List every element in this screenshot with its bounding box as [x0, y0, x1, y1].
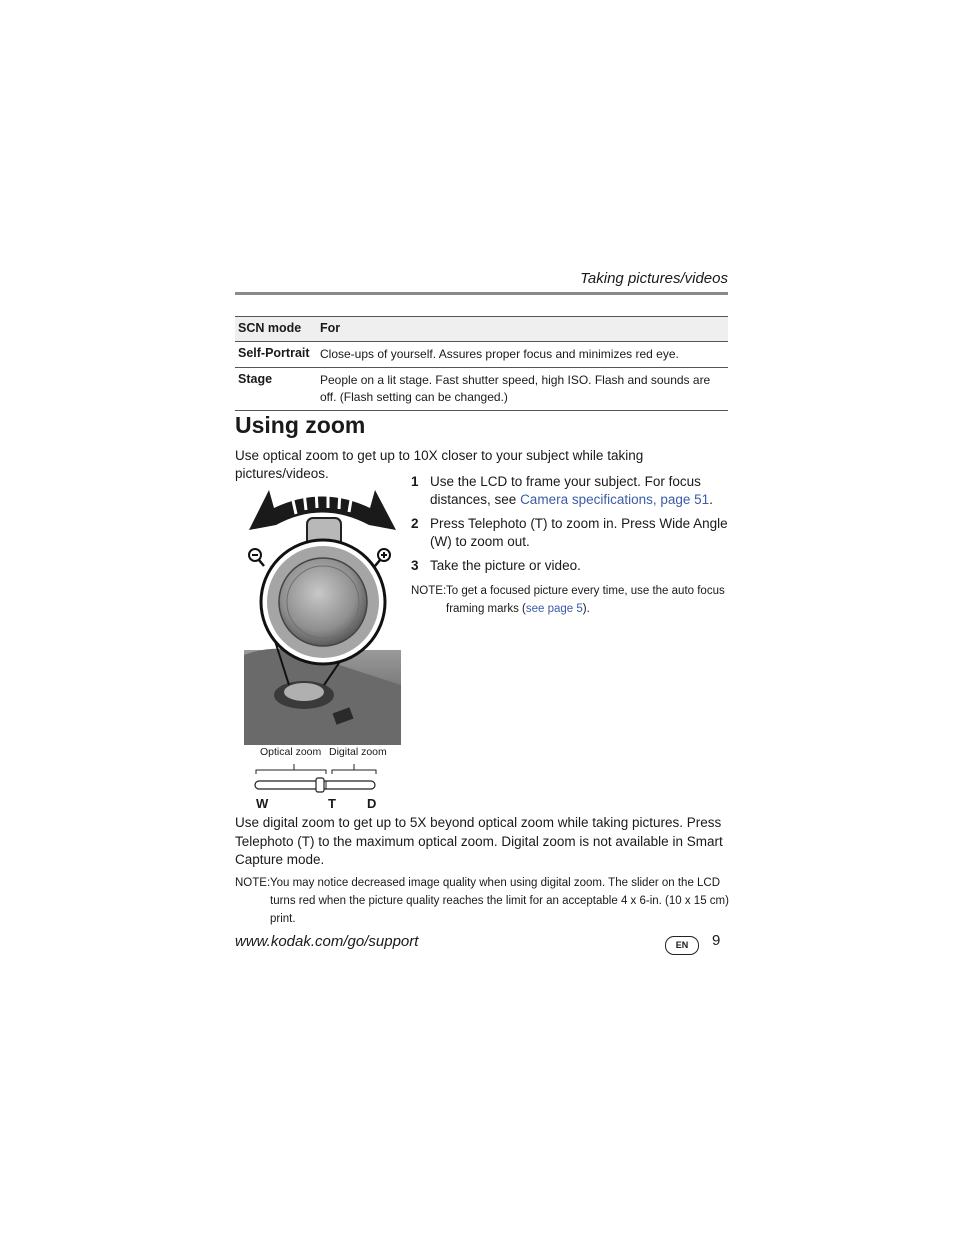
step-number: 2: [411, 516, 419, 531]
list-item: [411, 473, 731, 509]
tele-letter: T: [328, 796, 336, 811]
step-text: Use the LCD to frame your subject. For focus distances, see: [430, 474, 701, 507]
quality-note: [235, 874, 730, 928]
table-row: [235, 368, 728, 411]
language-badge: EN: [665, 936, 699, 955]
camera-zoom-figure: [244, 480, 401, 745]
camera-specifications-link[interactable]: Camera specifications, page 51: [520, 492, 710, 507]
header-rule: [235, 292, 728, 295]
note-text-end: ).: [582, 603, 590, 615]
focus-note: [411, 582, 731, 618]
zoom-slider-diagram: [250, 760, 385, 800]
optical-zoom-label: Optical zoom: [260, 746, 322, 758]
step-number: 1: [411, 474, 419, 489]
row-desc: Close-ups of yourself. Assures proper focus and minimizes red eye.: [320, 347, 679, 361]
step-text: Press Telephoto (T) to zoom in. Press Wide Angle (W) to zoom out.: [430, 516, 728, 549]
step-number: 3: [411, 558, 419, 573]
note-text: To get a focused picture every time, use the auto focus framing marks (: [446, 585, 725, 615]
scn-mode-table: [235, 316, 728, 411]
see-page-5-link[interactable]: see page 5: [525, 603, 583, 615]
digital-letter: D: [367, 796, 377, 811]
note-label: NOTE:: [411, 585, 447, 597]
table-header-row: [235, 317, 728, 342]
section-title: Using zoom: [235, 412, 366, 438]
row-mode: Stage: [238, 372, 273, 386]
slider-handle: [316, 778, 324, 792]
wide-letter: W: [256, 796, 269, 811]
column-header-for: For: [320, 321, 341, 335]
step-text: Take the picture or video.: [430, 558, 581, 573]
zoom-out-icon: [249, 549, 264, 566]
step-list: [411, 473, 731, 581]
running-header: Taking pictures/videos: [580, 270, 728, 287]
camera-illustration: [244, 480, 401, 745]
table-row: [235, 342, 728, 368]
page-number: 9: [712, 932, 721, 949]
digital-zoom-paragraph: Use digital zoom to get up to 5X beyond optical zoom while taking pictures. Press Telephoto (T) to the maximum optical zoom. Digital zoom is not available in Smart Capture mode.: [235, 815, 723, 867]
column-header-mode: SCN mode: [238, 321, 302, 335]
digital-zoom-label: Digital zoom: [329, 746, 387, 758]
step-text-end: .: [709, 492, 713, 507]
note-label: NOTE:: [235, 877, 271, 889]
list-item: [411, 515, 731, 551]
note-text: You may notice decreased image quality when using digital zoom. The slider on the LCD turns red when the picture quality reaches the limit for an acceptable 4 x 6-in. (10 x 15 cm) print.: [270, 877, 729, 925]
row-mode: Self-Portrait: [238, 346, 310, 360]
intro-paragraph: Use optical zoom to get up to 10X closer to your subject while taking pictures/videos.: [235, 448, 644, 481]
row-desc: People on a lit stage. Fast shutter speed, high ISO. Flash and sounds are off. (Flash setting can be changed.): [320, 373, 711, 404]
support-url: www.kodak.com/go/support: [235, 933, 419, 950]
list-item: [411, 557, 731, 575]
zoom-in-icon: [375, 549, 390, 566]
